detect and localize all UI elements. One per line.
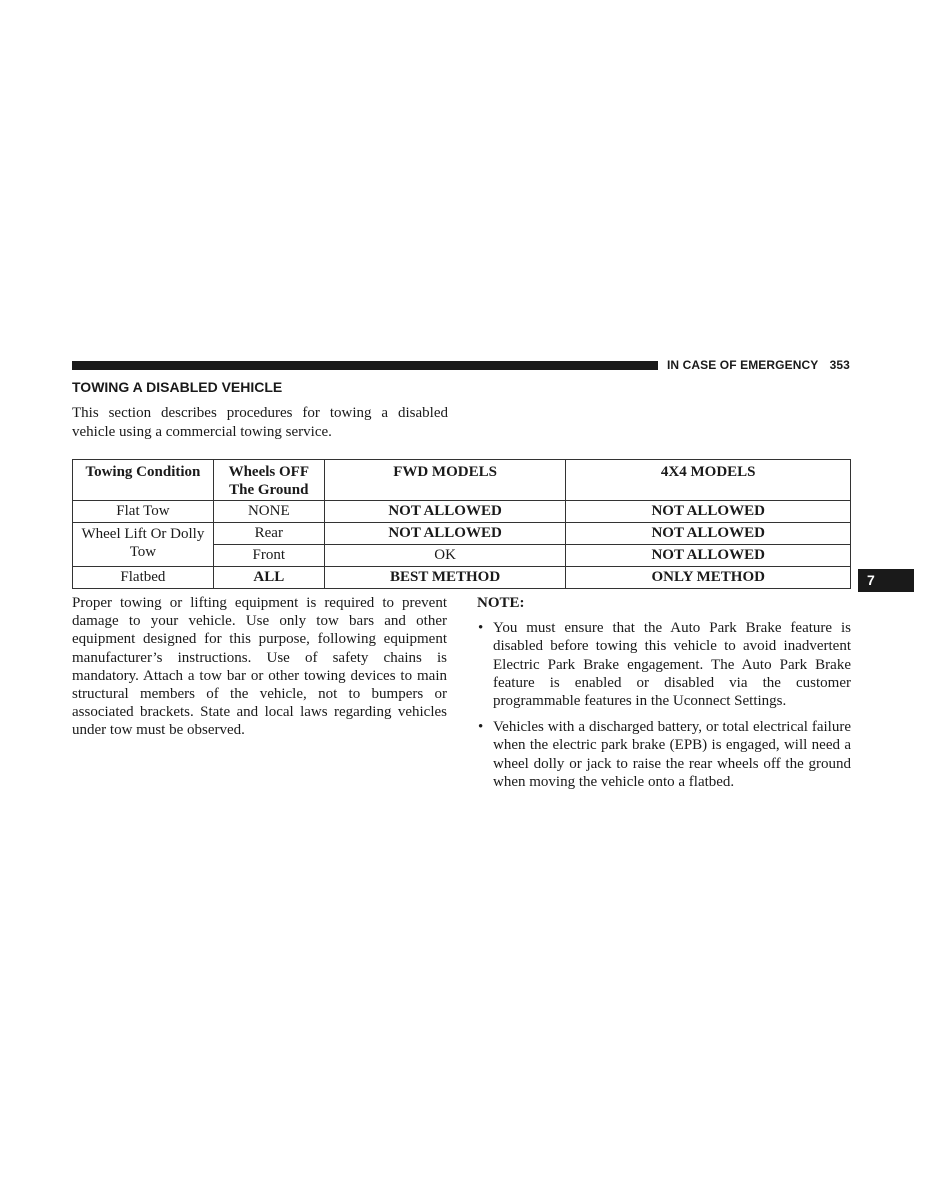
cell-wheels: ALL (213, 567, 324, 589)
running-header (667, 358, 850, 372)
cell-wheels: Front (213, 545, 324, 567)
cell-4x4: ONLY METHOD (566, 567, 851, 589)
page-number: 353 (829, 358, 850, 372)
cell-wheels: NONE (213, 501, 324, 523)
bullet-icon: • (478, 620, 484, 637)
cell-4x4: NOT ALLOWED (566, 545, 851, 567)
cell-condition: Wheel Lift Or Dolly Tow (73, 523, 214, 567)
header-fwd-models: FWD MODELS (324, 460, 566, 501)
cell-fwd: OK (324, 545, 566, 567)
cell-fwd: NOT ALLOWED (324, 501, 566, 523)
header-rule (72, 361, 658, 370)
note-list (477, 619, 851, 791)
note-block (477, 594, 851, 799)
bullet-icon: • (478, 719, 484, 736)
table-row (73, 501, 851, 523)
header-wheels-off: Wheels OFF The Ground (213, 460, 324, 501)
table-row (73, 523, 851, 545)
section-title: TOWING A DISABLED VEHICLE (72, 379, 283, 395)
note-heading: NOTE: (477, 595, 525, 611)
header-towing-condition: Towing Condition (73, 460, 214, 501)
list-item (477, 718, 851, 791)
cell-4x4: NOT ALLOWED (566, 501, 851, 523)
list-item (477, 619, 851, 710)
cell-wheels: Rear (213, 523, 324, 545)
cell-condition: Flat Tow (73, 501, 214, 523)
intro-paragraph: This section describes procedures for towing a disabled vehicle using a commercial towing service. (72, 405, 448, 440)
header-section-title: IN CASE OF EMERGENCY (667, 358, 819, 372)
cell-fwd: BEST METHOD (324, 567, 566, 589)
towing-table (72, 459, 851, 589)
cell-condition: Flatbed (73, 567, 214, 589)
table-row (73, 567, 851, 589)
header-4x4-models: 4X4 MODELS (566, 460, 851, 501)
chapter-tab: 7 (858, 569, 914, 592)
cell-fwd: NOT ALLOWED (324, 523, 566, 545)
note-item-text: Vehicles with a discharged battery, or total electrical failure when the electric park brake (EPB) is engaged, will need a wheel dolly or jack to raise the rear wheels off the ground when moving the vehicle onto a flatbed. (493, 719, 851, 790)
note-item-text: You must ensure that the Auto Park Brake feature is disabled before towing this vehicle to avoid inadvertent Electric Park Brake engagement. The Auto Park Brake feature is enabled or disabled via the customer programmable features in the Uconnect Settings. (493, 620, 851, 710)
cell-4x4: NOT ALLOWED (566, 523, 851, 545)
table-header-row (73, 460, 851, 501)
towing-equipment-paragraph: Proper towing or lifting equipment is required to prevent damage to your vehicle. Use only tow bars and other equipment designed for this purpose, following equipment manufacturer’s instructions. Use of safety chains is mandatory. Attach a tow bar or other towing devices to main structural members of the vehicle, not to bumpers or associated brackets. State and local laws regarding vehicles under tow must be observed. (72, 595, 447, 739)
